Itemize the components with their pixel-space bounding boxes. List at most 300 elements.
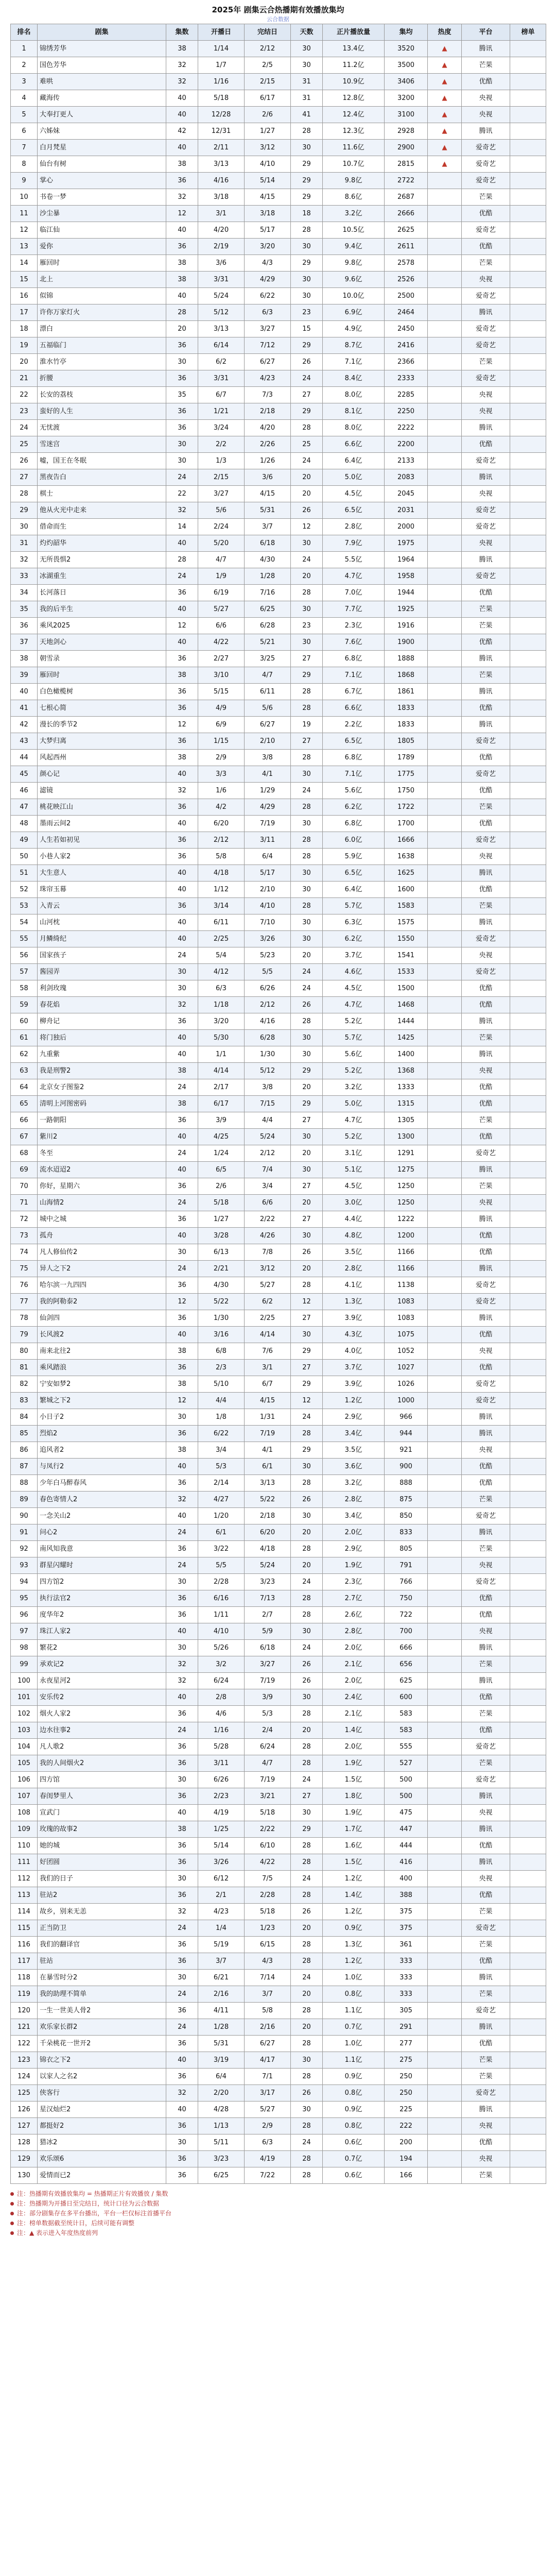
days-cell: 30	[291, 1689, 323, 1706]
days-cell: 30	[291, 535, 323, 552]
views-cell: 3.9亿	[323, 1310, 385, 1327]
title-cell: 问心2	[38, 1524, 166, 1541]
title-cell: 流水迢迢2	[38, 1162, 166, 1178]
views-cell: 1.3亿	[323, 1294, 385, 1310]
start-cell: 5/20	[198, 535, 245, 552]
footnote	[10, 2218, 546, 2228]
episodes-cell: 40	[166, 1129, 198, 1145]
rank-cell: 17	[11, 304, 38, 321]
hot-cell	[428, 733, 462, 750]
table-row	[11, 717, 546, 733]
list-cell	[510, 370, 546, 387]
avg-cell: 888	[385, 1475, 428, 1492]
title-cell: 我的阿勒泰2	[38, 1294, 166, 1310]
rank-cell: 15	[11, 272, 38, 288]
episodes-cell: 36	[166, 832, 198, 849]
hot-cell: ▲	[428, 140, 462, 156]
table-row	[11, 1211, 546, 1228]
start-cell: 5/5	[198, 1557, 245, 1574]
avg-cell: 500	[385, 1772, 428, 1788]
platform-cell: 腾讯	[462, 1640, 510, 1656]
start-cell: 4/11	[198, 2003, 245, 2019]
platform-cell: 央视	[462, 849, 510, 865]
days-cell: 41	[291, 107, 323, 123]
end-cell: 5/17	[245, 222, 291, 239]
end-cell: 2/12	[245, 1145, 291, 1162]
platform-cell: 优酷	[462, 997, 510, 1013]
column-header: 平台	[462, 24, 510, 41]
column-header: 完结日	[245, 24, 291, 41]
table-row	[11, 304, 546, 321]
views-cell: 11.6亿	[323, 140, 385, 156]
days-cell: 30	[291, 931, 323, 947]
list-cell	[510, 1508, 546, 1524]
list-cell	[510, 865, 546, 882]
hot-cell	[428, 1805, 462, 1821]
end-cell: 7/22	[245, 2167, 291, 2184]
start-cell: 4/28	[198, 2102, 245, 2118]
start-cell: 6/26	[198, 1772, 245, 1788]
platform-cell: 腾讯	[462, 1211, 510, 1228]
hot-cell	[428, 964, 462, 980]
avg-cell: 2083	[385, 469, 428, 486]
table-row	[11, 1343, 546, 1360]
end-cell: 2/10	[245, 733, 291, 750]
episodes-cell: 36	[166, 420, 198, 436]
views-cell: 1.9亿	[323, 1805, 385, 1821]
table-row	[11, 1673, 546, 1689]
hot-cell	[428, 1673, 462, 1689]
days-cell: 28	[291, 2167, 323, 2184]
episodes-cell: 40	[166, 140, 198, 156]
rank-cell: 120	[11, 2003, 38, 2019]
end-cell: 6/6	[245, 1195, 291, 1211]
days-cell: 24	[291, 1409, 323, 1426]
rank-cell: 77	[11, 1294, 38, 1310]
hot-cell	[428, 1228, 462, 1244]
bullet-icon	[10, 2202, 14, 2206]
table-row	[11, 634, 546, 651]
hot-cell	[428, 1524, 462, 1541]
rank-cell: 48	[11, 816, 38, 832]
days-cell: 31	[291, 90, 323, 107]
views-cell: 1.6亿	[323, 1838, 385, 1854]
end-cell: 4/7	[245, 667, 291, 684]
views-cell: 5.2亿	[323, 1063, 385, 1079]
start-cell: 1/25	[198, 1821, 245, 1838]
hot-cell	[428, 2151, 462, 2167]
list-cell	[510, 1821, 546, 1838]
platform-cell: 腾讯	[462, 1821, 510, 1838]
avg-cell: 416	[385, 1854, 428, 1871]
views-cell: 3.2亿	[323, 1079, 385, 1096]
avg-cell: 388	[385, 1887, 428, 1904]
title-cell: 六姊妹	[38, 123, 166, 140]
table-row	[11, 585, 546, 601]
avg-cell: 1083	[385, 1310, 428, 1327]
end-cell: 2/12	[245, 997, 291, 1013]
platform-cell: 优酷	[462, 1722, 510, 1739]
views-cell: 1.0亿	[323, 1970, 385, 1986]
hot-cell	[428, 1623, 462, 1640]
episodes-cell: 30	[166, 964, 198, 980]
days-cell: 28	[291, 1838, 323, 1854]
platform-cell: 优酷	[462, 1953, 510, 1970]
table-row	[11, 1656, 546, 1673]
views-cell: 6.5亿	[323, 865, 385, 882]
episodes-cell: 30	[166, 1970, 198, 1986]
episodes-cell: 28	[166, 552, 198, 568]
rank-cell: 14	[11, 255, 38, 272]
rank-cell: 103	[11, 1722, 38, 1739]
hot-cell	[428, 206, 462, 222]
rank-cell: 112	[11, 1871, 38, 1887]
rank-cell: 71	[11, 1195, 38, 1211]
episodes-cell: 36	[166, 799, 198, 816]
platform-cell: 优酷	[462, 1360, 510, 1376]
days-cell: 20	[291, 1524, 323, 1541]
list-cell	[510, 1277, 546, 1294]
episodes-cell: 40	[166, 222, 198, 239]
hot-cell	[428, 1145, 462, 1162]
days-cell: 27	[291, 1360, 323, 1376]
list-cell	[510, 849, 546, 865]
avg-cell: 1541	[385, 947, 428, 964]
end-cell: 6/18	[245, 1640, 291, 1656]
table-row	[11, 1228, 546, 1244]
list-cell	[510, 90, 546, 107]
episodes-cell: 36	[166, 2151, 198, 2167]
rank-cell: 109	[11, 1821, 38, 1838]
platform-cell: 爱奇艺	[462, 1294, 510, 1310]
list-cell	[510, 173, 546, 189]
platform-cell: 爱奇艺	[462, 2085, 510, 2102]
hot-cell	[428, 1063, 462, 1079]
days-cell: 28	[291, 898, 323, 914]
title-cell: 似锦	[38, 288, 166, 304]
list-cell	[510, 783, 546, 799]
title-cell: 颜心记	[38, 766, 166, 783]
hot-cell	[428, 2118, 462, 2134]
avg-cell: 2625	[385, 222, 428, 239]
table-row	[11, 2118, 546, 2134]
platform-cell: 优酷	[462, 1475, 510, 1492]
start-cell: 6/14	[198, 337, 245, 354]
avg-cell: 666	[385, 1640, 428, 1656]
rank-cell: 75	[11, 1261, 38, 1277]
title-cell: 清明上河图密码	[38, 1096, 166, 1112]
days-cell: 27	[291, 733, 323, 750]
episodes-cell: 36	[166, 1541, 198, 1557]
episodes-cell: 36	[166, 1013, 198, 1030]
end-cell: 4/3	[245, 1953, 291, 1970]
list-cell	[510, 1079, 546, 1096]
days-cell: 28	[291, 2151, 323, 2167]
title-cell: 凡人修仙传2	[38, 1244, 166, 1261]
title-cell: 冬至	[38, 1145, 166, 1162]
episodes-cell: 36	[166, 898, 198, 914]
title-cell: 书卷一梦	[38, 189, 166, 206]
avg-cell: 1444	[385, 1013, 428, 1030]
table-row	[11, 1013, 546, 1030]
title-cell: 锦衣之下2	[38, 2052, 166, 2069]
views-cell: 6.6亿	[323, 700, 385, 717]
days-cell: 28	[291, 222, 323, 239]
end-cell: 6/3	[245, 2134, 291, 2151]
table-row	[11, 1590, 546, 1607]
rank-cell: 111	[11, 1854, 38, 1871]
episodes-cell: 30	[166, 1772, 198, 1788]
end-cell: 3/6	[245, 469, 291, 486]
episodes-cell: 36	[166, 2036, 198, 2052]
end-cell: 4/20	[245, 420, 291, 436]
rank-cell: 5	[11, 107, 38, 123]
days-cell: 20	[291, 1557, 323, 1574]
start-cell: 3/27	[198, 486, 245, 502]
table-row	[11, 1788, 546, 1805]
table-row	[11, 272, 546, 288]
rank-cell: 108	[11, 1805, 38, 1821]
hot-cell	[428, 1508, 462, 1524]
episodes-cell: 40	[166, 2052, 198, 2069]
episodes-cell: 38	[166, 1376, 198, 1393]
start-cell: 2/8	[198, 1689, 245, 1706]
list-cell	[510, 222, 546, 239]
platform-cell: 芒果	[462, 1937, 510, 1953]
platform-cell: 优酷	[462, 816, 510, 832]
platform-cell: 爱奇艺	[462, 1574, 510, 1590]
days-cell: 29	[291, 1063, 323, 1079]
hot-cell	[428, 1722, 462, 1739]
platform-cell: 腾讯	[462, 1788, 510, 1805]
title-cell: 雁回时	[38, 667, 166, 684]
list-cell	[510, 519, 546, 535]
end-cell: 7/13	[245, 1590, 291, 1607]
rank-cell: 63	[11, 1063, 38, 1079]
days-cell: 28	[291, 1277, 323, 1294]
list-cell	[510, 1013, 546, 1030]
list-cell	[510, 733, 546, 750]
column-header: 集均	[385, 24, 428, 41]
table-row	[11, 750, 546, 766]
list-cell	[510, 1739, 546, 1755]
episodes-cell: 40	[166, 634, 198, 651]
hot-cell	[428, 1030, 462, 1046]
days-cell: 29	[291, 403, 323, 420]
platform-cell: 央视	[462, 1557, 510, 1574]
views-cell: 1.9亿	[323, 1557, 385, 1574]
end-cell: 4/1	[245, 1442, 291, 1459]
start-cell: 3/24	[198, 420, 245, 436]
platform-cell: 优酷	[462, 1838, 510, 1854]
avg-cell: 1000	[385, 1393, 428, 1409]
table-row	[11, 1574, 546, 1590]
table-row	[11, 1129, 546, 1145]
views-cell: 4.5亿	[323, 486, 385, 502]
end-cell: 6/1	[245, 1459, 291, 1475]
end-cell: 2/5	[245, 57, 291, 74]
platform-cell: 央视	[462, 1871, 510, 1887]
list-cell	[510, 2134, 546, 2151]
start-cell: 1/30	[198, 1310, 245, 1327]
start-cell: 6/25	[198, 2167, 245, 2184]
title-cell: 驻站	[38, 1953, 166, 1970]
avg-cell: 475	[385, 1805, 428, 1821]
days-cell: 24	[291, 964, 323, 980]
list-cell	[510, 272, 546, 288]
episodes-cell: 40	[166, 816, 198, 832]
views-cell: 4.6亿	[323, 964, 385, 980]
title-cell: 漂白	[38, 321, 166, 337]
end-cell: 2/6	[245, 107, 291, 123]
list-cell	[510, 2118, 546, 2134]
episodes-cell: 20	[166, 321, 198, 337]
hot-cell	[428, 453, 462, 469]
title-cell: 藏海传	[38, 90, 166, 107]
start-cell: 6/11	[198, 914, 245, 931]
title-cell: 群星闪耀时	[38, 1557, 166, 1574]
start-cell: 6/20	[198, 816, 245, 832]
start-cell: 4/9	[198, 700, 245, 717]
end-cell: 5/18	[245, 1904, 291, 1920]
list-cell	[510, 717, 546, 733]
days-cell: 20	[291, 1195, 323, 1211]
views-cell: 3.9亿	[323, 1376, 385, 1393]
title-cell: 四方馆	[38, 1772, 166, 1788]
platform-cell: 腾讯	[462, 1162, 510, 1178]
rank-cell: 76	[11, 1277, 38, 1294]
hot-cell	[428, 486, 462, 502]
views-cell: 2.0亿	[323, 1673, 385, 1689]
end-cell: 5/6	[245, 700, 291, 717]
start-cell: 6/24	[198, 1673, 245, 1689]
table-row	[11, 1739, 546, 1755]
hot-cell	[428, 1986, 462, 2003]
avg-cell: 1900	[385, 634, 428, 651]
episodes-cell: 30	[166, 1871, 198, 1887]
views-cell: 11.2亿	[323, 57, 385, 74]
rank-cell: 7	[11, 140, 38, 156]
platform-cell: 腾讯	[462, 1673, 510, 1689]
avg-cell: 1868	[385, 667, 428, 684]
views-cell: 3.4亿	[323, 1426, 385, 1442]
hot-cell	[428, 1607, 462, 1623]
views-cell: 4.4亿	[323, 1211, 385, 1228]
views-cell: 1.2亿	[323, 1871, 385, 1887]
start-cell: 3/16	[198, 1327, 245, 1343]
views-cell: 7.6亿	[323, 634, 385, 651]
table-row	[11, 816, 546, 832]
episodes-cell: 40	[166, 1805, 198, 1821]
days-cell: 30	[291, 1623, 323, 1640]
platform-cell: 芒果	[462, 601, 510, 618]
start-cell: 2/19	[198, 239, 245, 255]
table-row	[11, 2102, 546, 2118]
start-cell: 1/27	[198, 1211, 245, 1228]
title-cell: 猎冰2	[38, 2134, 166, 2151]
platform-cell: 优酷	[462, 1689, 510, 1706]
table-row	[11, 288, 546, 304]
end-cell: 1/27	[245, 123, 291, 140]
list-cell	[510, 1459, 546, 1475]
rank-cell: 87	[11, 1459, 38, 1475]
views-cell: 1.1亿	[323, 2003, 385, 2019]
end-cell: 5/24	[245, 1129, 291, 1145]
hot-cell	[428, 766, 462, 783]
list-cell	[510, 1953, 546, 1970]
title-cell: 利剑玫瑰	[38, 980, 166, 997]
list-cell	[510, 1838, 546, 1854]
end-cell: 2/22	[245, 1211, 291, 1228]
episodes-cell: 36	[166, 1475, 198, 1492]
views-cell: 3.7亿	[323, 1360, 385, 1376]
table-row	[11, 1541, 546, 1557]
avg-cell: 291	[385, 2019, 428, 2036]
title-cell: 哈尔滨一九四四	[38, 1277, 166, 1294]
start-cell: 1/3	[198, 453, 245, 469]
rank-cell: 62	[11, 1046, 38, 1063]
platform-cell: 优酷	[462, 2134, 510, 2151]
list-cell	[510, 486, 546, 502]
table-row	[11, 2052, 546, 2069]
end-cell: 4/15	[245, 1393, 291, 1409]
hot-cell	[428, 1079, 462, 1096]
days-cell: 27	[291, 1211, 323, 1228]
hot-cell	[428, 1162, 462, 1178]
days-cell: 27	[291, 387, 323, 403]
platform-cell: 芒果	[462, 1178, 510, 1195]
start-cell: 4/2	[198, 799, 245, 816]
days-cell: 26	[291, 1904, 323, 1920]
platform-cell: 腾讯	[462, 1013, 510, 1030]
hot-cell	[428, 1393, 462, 1409]
episodes-cell: 24	[166, 1722, 198, 1739]
hot-cell	[428, 1195, 462, 1211]
table-row	[11, 865, 546, 882]
start-cell: 6/5	[198, 1162, 245, 1178]
table-row	[11, 684, 546, 700]
days-cell: 20	[291, 947, 323, 964]
episodes-cell: 42	[166, 123, 198, 140]
days-cell: 23	[291, 304, 323, 321]
avg-cell: 583	[385, 1706, 428, 1722]
rank-cell: 104	[11, 1739, 38, 1755]
views-cell: 2.8亿	[323, 1492, 385, 1508]
table-row	[11, 849, 546, 865]
days-cell: 28	[291, 2003, 323, 2019]
list-cell	[510, 140, 546, 156]
end-cell: 1/23	[245, 1920, 291, 1937]
start-cell: 1/1	[198, 1046, 245, 1063]
list-cell	[510, 1360, 546, 1376]
list-cell	[510, 123, 546, 140]
avg-cell: 2526	[385, 272, 428, 288]
start-cell: 2/14	[198, 1475, 245, 1492]
days-cell: 31	[291, 74, 323, 90]
list-cell	[510, 1607, 546, 1623]
start-cell: 4/18	[198, 865, 245, 882]
column-header: 剧集	[38, 24, 166, 41]
views-cell: 9.8亿	[323, 255, 385, 272]
title-cell: 无忧渡	[38, 420, 166, 436]
avg-cell: 1722	[385, 799, 428, 816]
platform-cell: 芒果	[462, 1112, 510, 1129]
platform-cell: 芒果	[462, 618, 510, 634]
end-cell: 7/8	[245, 1244, 291, 1261]
days-cell: 24	[291, 783, 323, 799]
episodes-cell: 38	[166, 272, 198, 288]
days-cell: 30	[291, 1508, 323, 1524]
